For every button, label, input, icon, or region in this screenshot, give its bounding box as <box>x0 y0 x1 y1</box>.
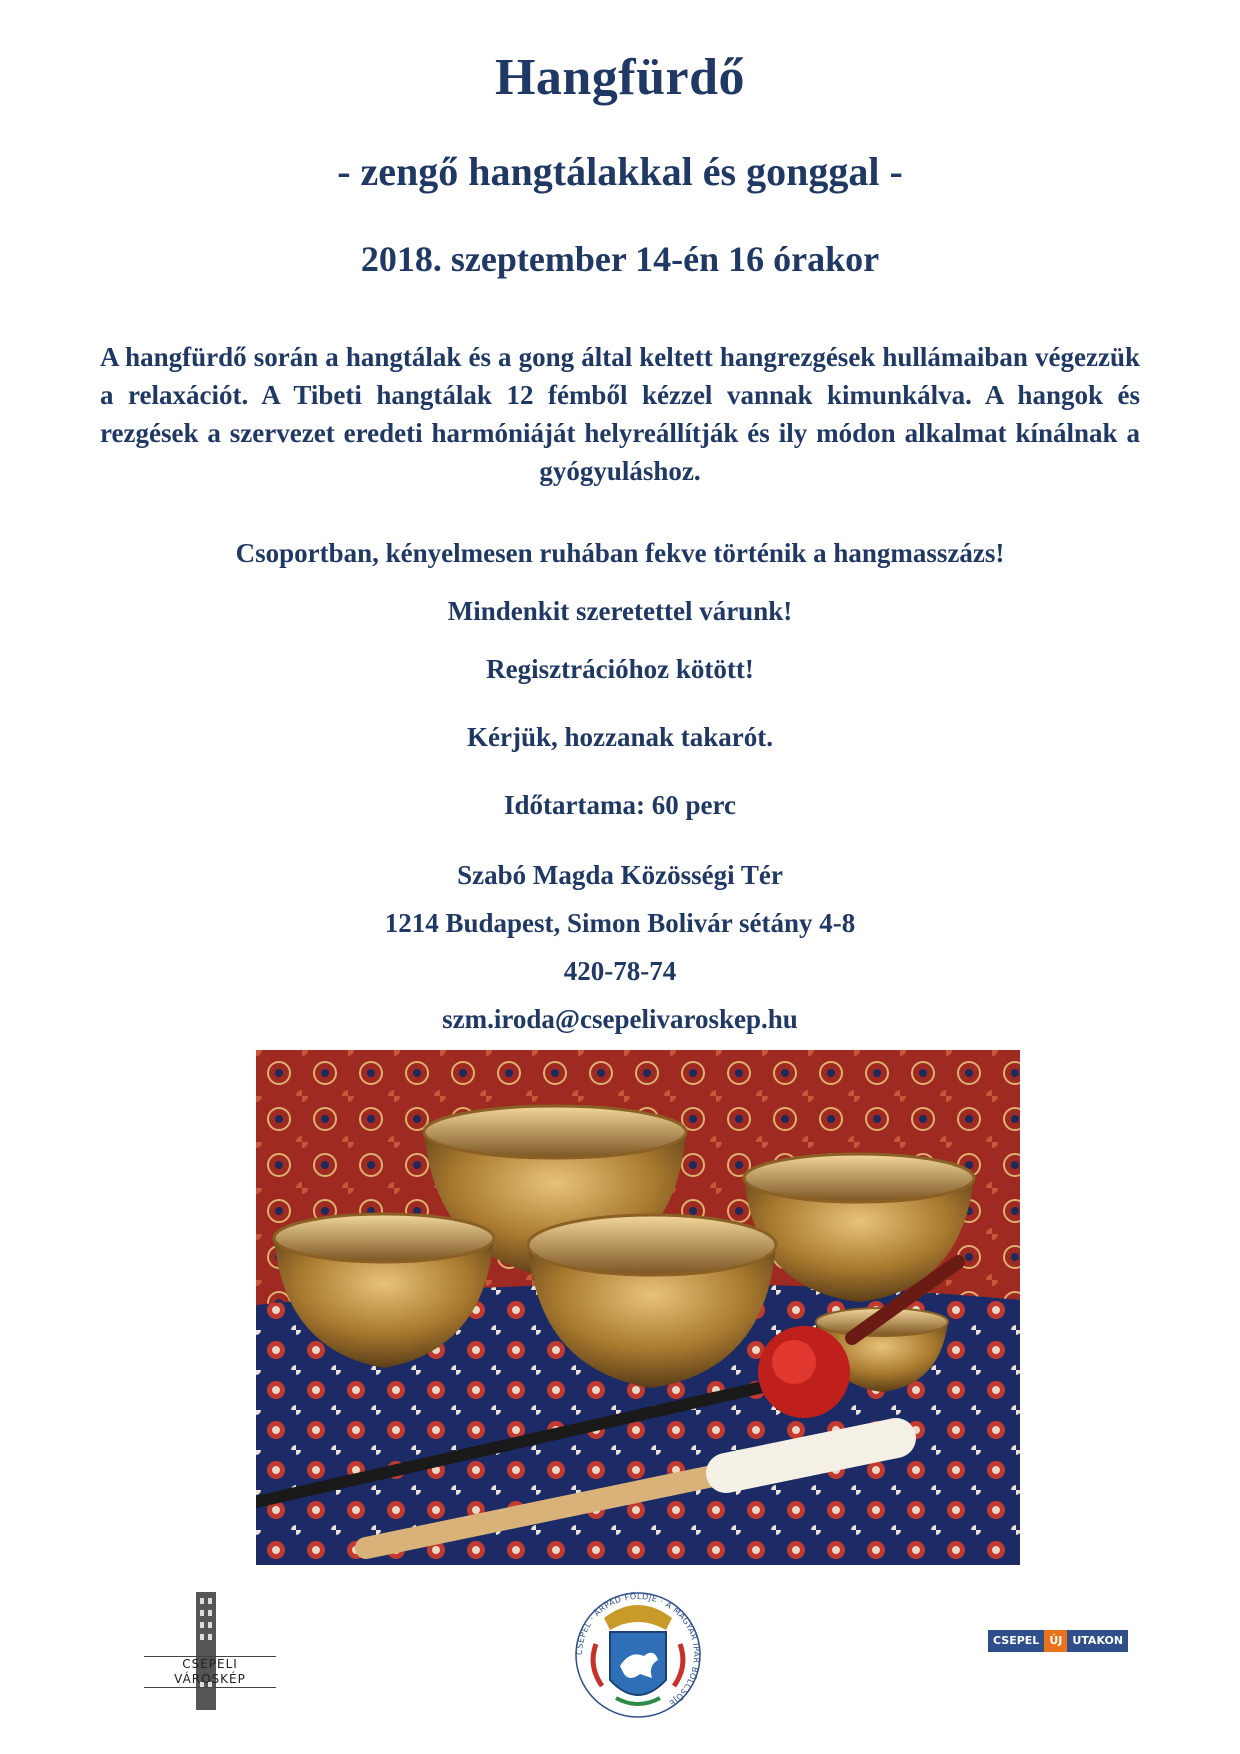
singing-bowls-illustration <box>256 1050 1020 1565</box>
csepel-uj-utakon-logo <box>988 1618 1128 1658</box>
csepeli-varoskep-logo <box>140 1592 280 1712</box>
event-date: 2018. szeptember 14-én 16 órakor <box>360 239 880 279</box>
coat-of-arms-ring-text: CSEPEL · ÁRPÁD FÖLDJE · A MAGYAR IPAR BÖLCSŐJE <box>574 1591 702 1708</box>
csepel-uj-utakon-text-2: ÚJ <box>1044 1630 1067 1652</box>
note-blanket: Kérjük, hozzanak takarót. <box>467 722 773 752</box>
venue-email[interactable]: szm.iroda@csepelivaroskep.hu <box>442 1004 798 1034</box>
venue-phone: 420-78-74 <box>563 956 677 986</box>
event-description: A hangfürdő során a hangtálak és a gong által keltett hangrezgések hullámaiban végezzük a relaxációt. A Tibeti hangtálak 12 fémből kézzel vannak kimunkálva. A hangok és rezgések a szervezet eredeti harmóniáját helyreállítják és ily módon alkalmat kínálnak a gyógyuláshoz. <box>100 342 1140 486</box>
csepeli-varoskep-text: CSEPELI VÁROSKÉP <box>144 1656 276 1688</box>
csepel-uj-utakon-text-1: CSEPEL <box>988 1630 1044 1652</box>
csepel-coat-of-arms-logo <box>568 1570 708 1740</box>
svg-text:CSEPEL · ÁRPÁD FÖLDJE · A MAGY <box>575 1591 701 1708</box>
note-format: Csoportban, kényelmesen ruhában fekve történik a hangmasszázs! <box>235 538 1005 568</box>
note-registration: Regisztrációhoz kötött! <box>486 654 754 684</box>
singing-bowls-photo <box>256 1050 1020 1565</box>
csepel-uj-utakon-text-3: UTAKON <box>1067 1630 1128 1652</box>
building-icon <box>140 1592 280 1712</box>
page-title: Hangfürdő <box>494 49 746 106</box>
page-subtitle: - zengő hangtálakkal és gonggal - <box>337 149 903 194</box>
note-duration: Időtartama: 60 perc <box>504 790 736 820</box>
note-welcome: Mindenkit szeretettel várunk! <box>447 596 793 626</box>
venue-address: 1214 Budapest, Simon Bolivár sétány 4-8 <box>384 908 856 938</box>
venue-name: Szabó Magda Közösségi Tér <box>457 860 783 890</box>
